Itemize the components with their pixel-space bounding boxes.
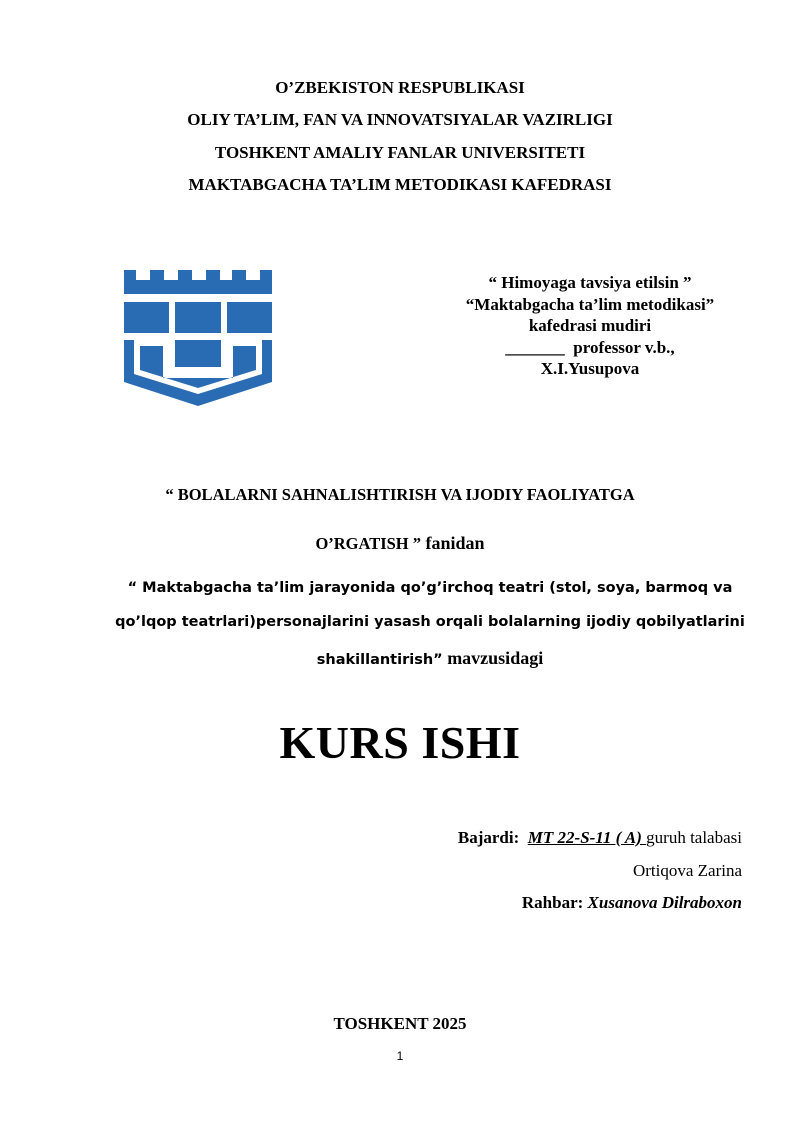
city-year: TOSHKENT 2025: [333, 1014, 467, 1033]
document-title: KURS ISHI: [279, 717, 521, 768]
ministry-header-line-1: O’ZBEKISTON RESPUBLIKASI: [275, 78, 525, 97]
approval-signature-line: _______ professor v.b.,: [505, 337, 675, 357]
approval-name: X.I.Yusupova: [540, 359, 640, 378]
ministry-header-line-2: OLIY TA’LIM, FAN VA INNOVATSIYALAR VAZIRLIGI: [187, 110, 613, 129]
university-crest-icon: [124, 270, 272, 406]
topic-line-2: qo’lqop teatrlari)personajlarini yasash orqali bolalarning ijodiy qobilyatlarini: [115, 614, 745, 630]
performed-by-line: [458, 828, 742, 848]
supervisor-name: Xusanova Dilraboxon: [587, 893, 742, 912]
subject-line-1: “ BOLALARNI SAHNALISHTIRISH VA IJODIY FAOLIYATGA: [165, 485, 635, 504]
topic-line-3-tail: mavzusidagi: [442, 648, 544, 668]
topic-line-3-text: shakillantirish”: [316, 652, 443, 668]
approval-recommendation: “ Himoyaga tavsiya etilsin ”: [488, 273, 692, 292]
page-number: 1: [396, 1049, 404, 1063]
subject-line-2: [0, 533, 800, 554]
topic-line-1: “ Maktabgacha ta’lim jarayonida qo’g’irchoq teatri (stol, soya, barmoq va: [127, 580, 733, 596]
subject-line-2-tail: fanidan: [421, 533, 485, 553]
subject-line-2-caps: O’RGATISH ”: [315, 534, 422, 553]
performed-by-label: Bajardi:: [457, 828, 520, 847]
topic-line-3: [110, 648, 750, 669]
university-name: TOSHKENT AMALIY FANLAR UNIVERSITETI: [214, 143, 586, 162]
supervisor-label: Rahbar:: [521, 893, 584, 912]
department-name: MAKTABGACHA TA’LIM METODIKASI KAFEDRASI: [188, 175, 612, 194]
approval-department: “Maktabgacha ta’lim metodikasi”: [465, 294, 715, 314]
supervisor-line: [522, 893, 742, 913]
group-code: MT 22-S-11 ( A): [527, 828, 647, 847]
group-suffix: guruh talabasi: [646, 828, 742, 847]
approval-block: [440, 272, 740, 380]
approval-role: kafedrasi mudiri: [528, 316, 652, 335]
student-name: Ortiqova Zarina: [632, 861, 742, 880]
